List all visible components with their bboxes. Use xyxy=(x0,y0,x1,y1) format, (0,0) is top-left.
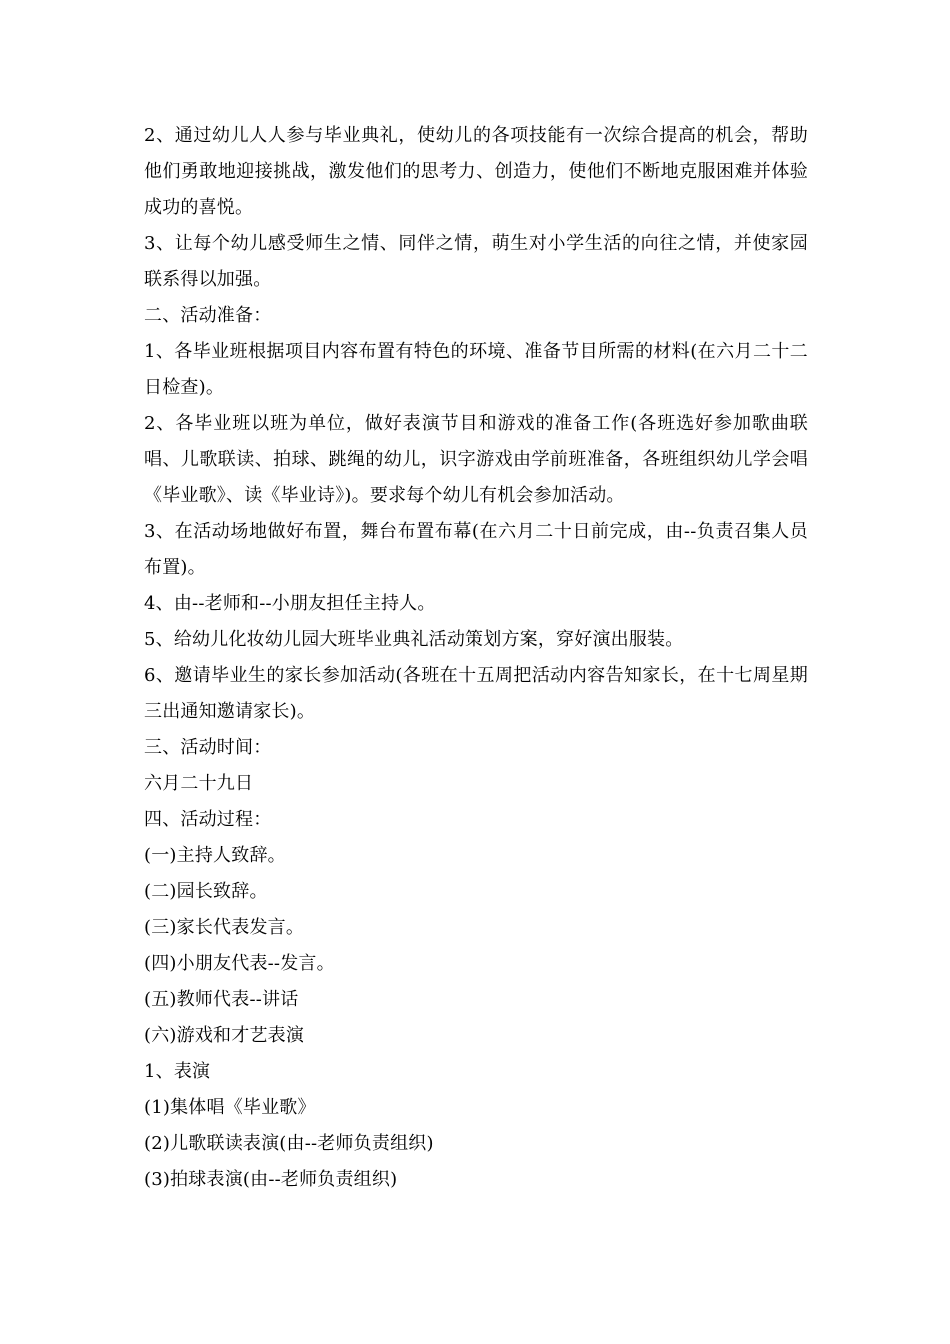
paragraph-prep-5: 5、给幼儿化妆幼儿园大班毕业典礼活动策划方案，穿好演出服装。 xyxy=(144,629,684,650)
paragraph-prep-1: 1、各毕业班根据项目内容布置有特色的环境、准备节目所需的材料(在六月二十二日检查)。 xyxy=(144,341,808,398)
process-item-1: (一)主持人致辞。 xyxy=(144,845,286,866)
process-item-3: (三)家长代表发言。 xyxy=(144,917,305,938)
paragraph-prep-6: 6、邀请毕业生的家长参加活动(各班在十五周把活动内容告知家长，在十七周星期三出通知邀请家长)。 xyxy=(144,665,808,722)
section-heading-preparation: 二、活动准备： xyxy=(144,305,272,326)
performance-item-1: (1)集体唱《毕业歌》 xyxy=(144,1097,316,1118)
performance-item-3: (3)拍球表演(由--老师负责组织) xyxy=(144,1169,398,1190)
paragraph-goal-2: 2、通过幼儿人人参与毕业典礼，使幼儿的各项技能有一次综合提高的机会，帮助他们勇敢地迎接挑战，激发他们的思考力、创造力，使他们不断地克服困难并体验成功的喜悦。 xyxy=(144,125,808,218)
subsection-performance: 1、表演 xyxy=(144,1061,211,1082)
process-item-2: (二)园长致辞。 xyxy=(144,881,268,902)
paragraph-prep-3: 3、在活动场地做好布置，舞台布置布幕(在六月二十日前完成，由--负责召集人员布置)。 xyxy=(144,521,808,578)
section-heading-time: 三、活动时间： xyxy=(144,737,272,758)
process-item-6: (六)游戏和才艺表演 xyxy=(144,1025,305,1046)
paragraph-prep-4: 4、由--老师和--小朋友担任主持人。 xyxy=(144,593,436,614)
paragraph-prep-2: 2、各毕业班以班为单位，做好表演节目和游戏的准备工作(各班选好参加歌曲联唱、儿歌联读、拍球、跳绳的幼儿，识字游戏由学前班准备，各班组织幼儿学会唱《毕业歌》、读《毕业诗》)。要求每个幼儿有机会参加活动。 xyxy=(144,413,808,506)
process-item-5: (五)教师代表--讲话 xyxy=(144,989,299,1010)
performance-item-2: (2)儿歌联读表演(由--老师负责组织) xyxy=(144,1133,434,1154)
paragraph-goal-3: 3、让每个幼儿感受师生之情、同伴之情，萌生对小学生活的向往之情，并使家园联系得以加强。 xyxy=(144,233,808,290)
document-body xyxy=(144,118,808,1198)
section-heading-process: 四、活动过程： xyxy=(144,809,272,830)
process-item-4: (四)小朋友代表--发言。 xyxy=(144,953,335,974)
paragraph-date: 六月二十九日 xyxy=(144,773,254,794)
